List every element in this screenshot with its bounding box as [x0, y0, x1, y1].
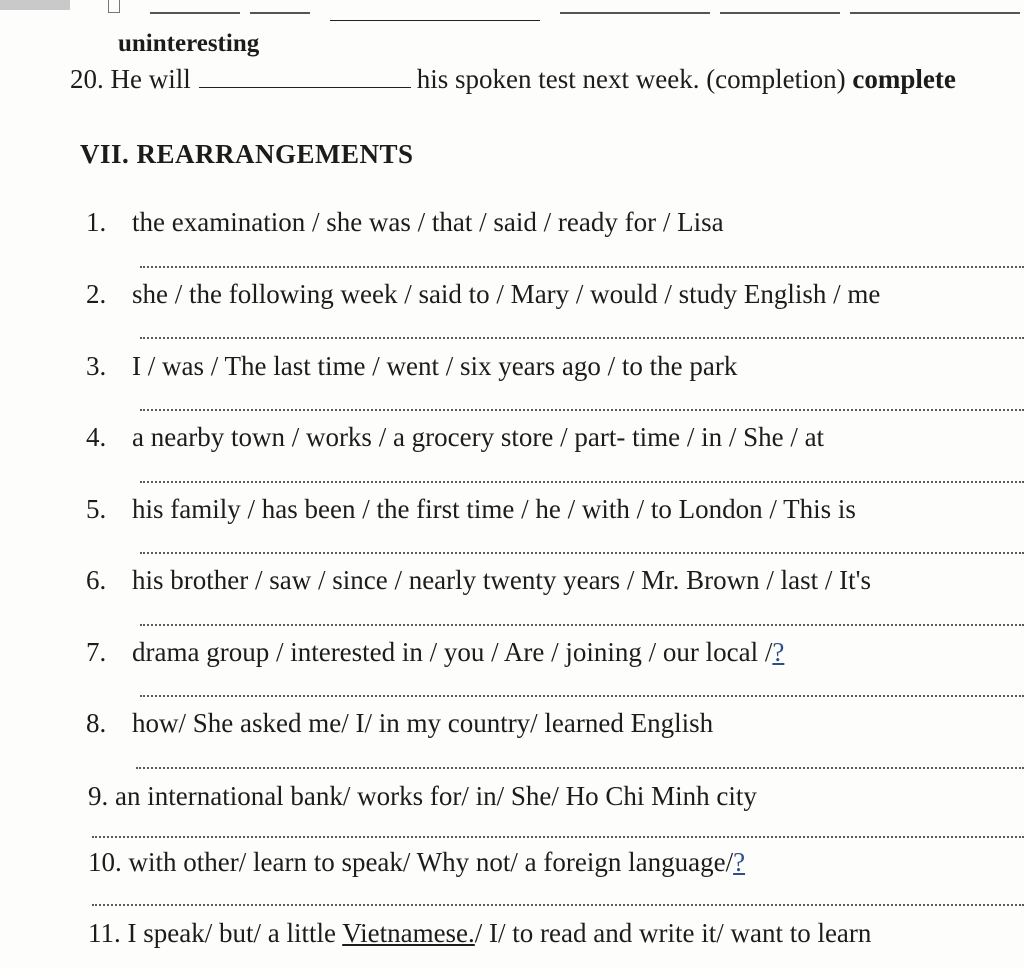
list-item	[86, 281, 880, 308]
answer-line	[140, 409, 1024, 411]
list-item	[86, 496, 856, 523]
question-20-blank	[199, 67, 411, 88]
question-20-after: his spoken test next week. (completion)	[416, 64, 846, 94]
answer-line	[140, 624, 1024, 626]
answer-line	[140, 695, 1024, 697]
cropped-box-mark	[108, 0, 120, 13]
cropped-text-fragment	[560, 12, 710, 14]
answer-20: complete	[852, 64, 956, 94]
cropped-previous-line	[0, 0, 1024, 18]
item-number: 1.	[86, 207, 107, 237]
item-text: an international bank/ works for/ in/ She/ Ho Chi Minh city	[115, 781, 757, 811]
list-item	[86, 567, 871, 594]
item-number: 10.	[88, 847, 122, 877]
answer-line	[140, 266, 1024, 268]
answer-line	[92, 904, 1024, 906]
item-text: his family / has been / the first time / he / with / to London / This is	[132, 494, 856, 524]
item-text: drama group / interested in / you / Are / joining / our local /	[132, 637, 773, 667]
item-number: 11.	[88, 918, 121, 948]
list-item	[88, 920, 871, 947]
item-text: I / was / The last time / went / six years ago / to the park	[132, 351, 738, 381]
item-text: his brother / saw / since / nearly twenty years / Mr. Brown / last / It's	[132, 565, 871, 595]
cropped-text-fragment	[720, 12, 840, 14]
answer-line	[140, 337, 1024, 339]
list-item	[86, 209, 724, 236]
answer-line	[136, 767, 1024, 769]
question-20-before: He will	[110, 64, 191, 94]
item-text: with other/ learn to speak/ Why not/ a foreign language/	[128, 847, 734, 877]
item-number: 4.	[86, 422, 107, 452]
list-item	[86, 353, 737, 380]
cropped-toolbar-edge	[0, 0, 70, 10]
item-number: 3.	[86, 351, 107, 381]
list-item	[86, 639, 784, 666]
answer-line	[140, 552, 1024, 554]
list-item	[86, 710, 713, 737]
question-20-number: 20.	[70, 64, 104, 94]
section-title: VII. REARRANGEMENTS	[80, 139, 414, 169]
item-text: a nearby town / works / a grocery store / part- time / in / She / at	[132, 422, 825, 452]
item-text: the examination / she was / that / said / ready for / Lisa	[132, 207, 724, 237]
item-number: 9.	[88, 781, 109, 811]
item-number: 2.	[86, 279, 107, 309]
answer-19: uninteresting	[118, 30, 260, 57]
item-text-end: / I/ to read and write it/ want to learn	[474, 918, 872, 948]
question-mark: ?	[772, 637, 785, 667]
item-number: 6.	[86, 565, 107, 595]
answer-line	[140, 481, 1024, 483]
cropped-text-fragment	[150, 12, 240, 14]
cropped-text-fragment	[250, 12, 310, 14]
cropped-blank-line	[330, 20, 540, 21]
item-text: she / the following week / said to / Mary / would / study English / me	[132, 279, 881, 309]
list-item	[88, 783, 757, 810]
item-text-start: I speak/ but/ a little	[127, 918, 336, 948]
item-text: how/ She asked me/ I/ in my country/ learned English	[132, 708, 714, 738]
item-number: 8.	[86, 708, 107, 738]
list-item	[86, 424, 824, 451]
answer-line	[92, 836, 1024, 838]
cropped-text-fragment	[850, 12, 1020, 14]
list-item	[88, 849, 745, 876]
item-number: 5.	[86, 494, 107, 524]
question-20	[70, 66, 956, 93]
item-number: 7.	[86, 637, 107, 667]
item-text-underlined: Vietnamese.	[342, 918, 475, 948]
question-mark: ?	[733, 847, 746, 877]
